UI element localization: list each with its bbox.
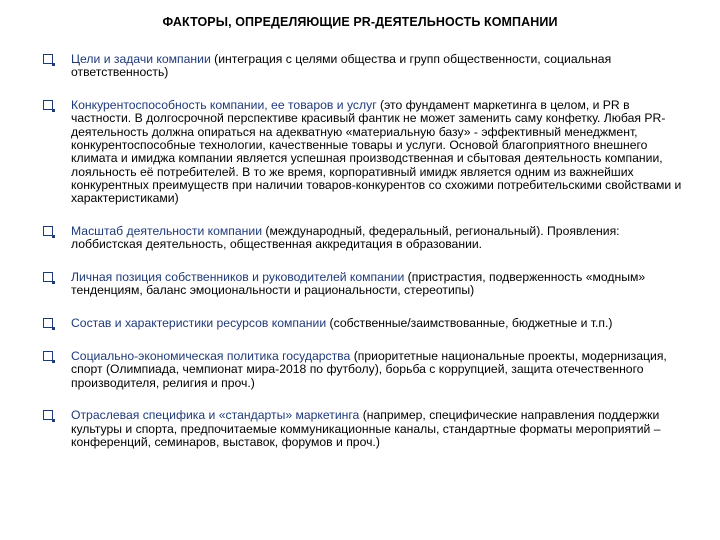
item-heading: Личная позиция собственников и руководителей компании [71, 270, 405, 285]
item-description: (собственные/заимствованные, бюджетные и т.п.) [326, 316, 613, 331]
item-description: (например, специфические направления поддержки культуры и спорта, предпочитаемые коммуникационные каналы, стандартные форматы мероприятий – конференций, семинаров, выставок, форумов и проч.) [71, 408, 661, 449]
square-bullet-icon [43, 272, 53, 282]
square-bullet-icon [43, 54, 53, 64]
item-description: (интеграция с целями общества и групп общественности, социальная ответственность) [71, 52, 612, 80]
item-description: (пристрастия, подверженность «модным» тенденциям, баланс эмоциональности и рациональности, стереотипы) [71, 270, 646, 298]
item-heading: Конкурентоспособность компании, ее товаров и услуг [71, 98, 377, 113]
factor-list [43, 53, 683, 469]
list-item [43, 271, 683, 298]
item-heading: Состав и характеристики ресурсов компании [71, 316, 327, 331]
item-description: (международный, федеральный, региональный). Проявления: лоббистская деятельность, общественная аккредитация в образовании. [71, 223, 620, 252]
list-item [43, 317, 683, 330]
item-heading: Отраслевая специфика и «стандарты» маркетинга [71, 408, 360, 423]
item-heading: Цели и задачи компании [71, 52, 211, 66]
page-title: ФАКТОРЫ, ОПРЕДЕЛЯЮЩИЕ PR-ДЕЯТЕЛЬНОСТЬ КОМПАНИИ [162, 15, 558, 29]
list-item [43, 225, 683, 252]
square-bullet-icon [43, 351, 53, 361]
list-item [43, 99, 683, 205]
item-heading: Социально-экономическая политика государства [71, 348, 351, 363]
square-bullet-icon [43, 100, 53, 110]
square-bullet-icon [43, 410, 53, 420]
list-item [43, 350, 683, 390]
item-heading: Масштаб деятельности компании [71, 223, 263, 238]
list-item [43, 53, 683, 80]
square-bullet-icon [43, 318, 53, 328]
item-description: (это фундамент маркетинга в целом, и PR в частности. В долгосрочной перспективе красивый фантик не может заменить саму конфетку. Любая PR-деятельность должна опираться на адекватную «материальную базу» - эффективный менеджмент, конкурентоспособные технологии, качественные товары и услуги. Основой благоприятного внешнего климата и имиджа компании является успешная производственная и сбытовая деятельность компании, лояльность её потребителей. В то же время, корпоративный имидж является одним из важнейших конкурентных преимуществ при наличии товаров-конкурентов со схожими потребительскими свойствами и характеристиками) [71, 98, 682, 206]
square-bullet-icon [43, 226, 53, 236]
list-item [43, 409, 683, 449]
item-description: (приоритетные национальные проекты, модернизация, спорт (Олимпиада, чемпионат мира-2018 по футболу), борьба с коррупцией, защита отечественного производителя, религия и проч.) [71, 348, 667, 390]
